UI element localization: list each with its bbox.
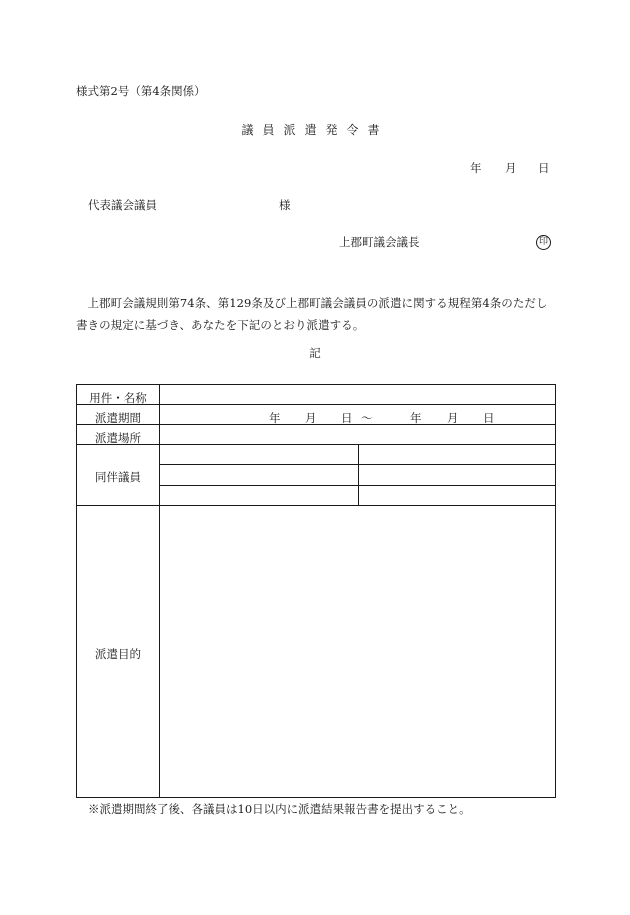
sender-label: 上郡町議会議長 <box>339 235 420 249</box>
companion-column-divider <box>358 444 359 505</box>
label-objective: 派遣目的 <box>95 647 141 661</box>
period-end-month: 月 <box>447 411 459 425</box>
footnote: ※派遣期間終了後、各議員は10日以内に派遣結果報告書を提出すること。 <box>88 802 471 816</box>
label-companions: 同伴議員 <box>95 470 141 484</box>
period-tilde: ～ <box>361 411 373 425</box>
form-number: 様式第2号（第4条関係） <box>76 84 206 98</box>
period-start-year: 年 <box>269 411 281 425</box>
period-end-day: 日 <box>483 411 495 425</box>
label-column-divider <box>159 385 160 797</box>
label-period: 派遣期間 <box>95 411 141 425</box>
dispatch-table <box>76 384 556 798</box>
date-month: 月 <box>505 161 517 175</box>
document-title: 議員派遣発令書 <box>241 123 389 137</box>
date-day: 日 <box>538 161 550 175</box>
body-text: 上郡町会議規則第74条、第129条及び上郡町議会議員の派遣に関する規程第4条のただし書きの規定に基づき、あなたを下記のとおり派遣する。 <box>76 296 548 332</box>
issue-date <box>0 163 548 175</box>
label-purpose-name: 用件・名称 <box>89 391 147 405</box>
addressee-label: 代表議会議員 <box>88 198 157 212</box>
addressee-honorific: 様 <box>279 198 291 212</box>
period-start-day: 日 <box>341 411 353 425</box>
label-place: 派遣場所 <box>95 431 141 445</box>
companion-row-divider-2 <box>159 485 555 486</box>
date-year: 年 <box>470 161 482 175</box>
period-start-month: 月 <box>305 411 317 425</box>
companion-row-divider-1 <box>159 464 555 465</box>
row-divider-4 <box>77 505 555 506</box>
period-end-year: 年 <box>410 411 422 425</box>
seal-mark: 印 <box>536 235 551 250</box>
ki-heading: 記 <box>309 346 321 360</box>
